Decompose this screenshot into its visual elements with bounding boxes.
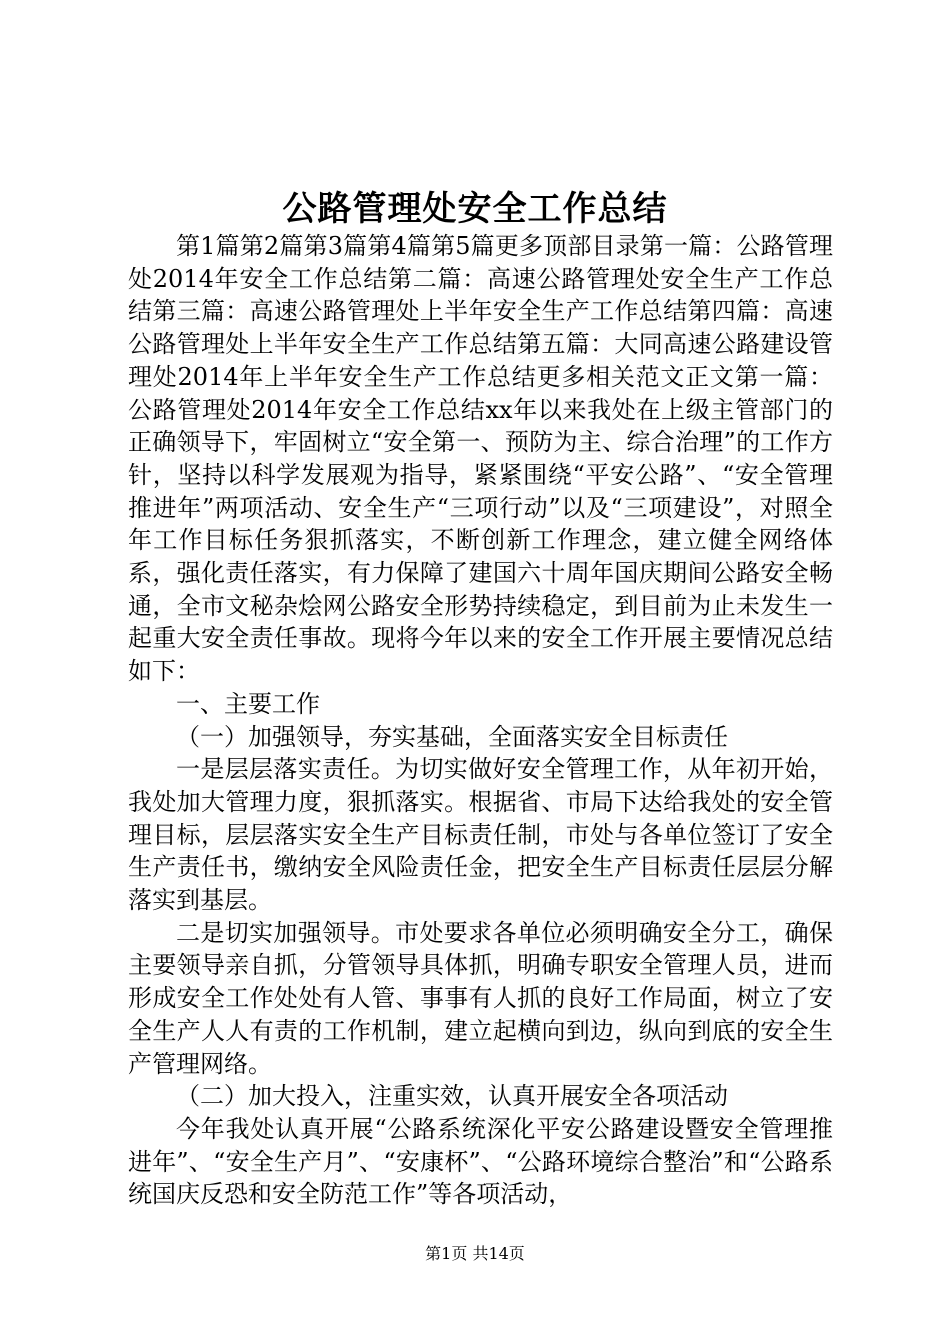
paragraph-leadership: 二是切实加强领导。市处要求各单位必须明确安全分工，确保主要领导亲自抓，分管领导具体抓，明确专职安全管理人员，进而形成安全工作处处有人管、事事有人抓的良好工作局面，树立了安全生产人人有责的工作机制，建立起横向到边，纵向到底的安全生产管理网络。 [128, 918, 833, 1078]
document-title: 公路管理处安全工作总结 [282, 189, 668, 229]
page-number-footer: 第1页 共14页 [425, 1244, 525, 1263]
document-body [128, 230, 833, 1211]
paragraph-responsibility: 一是层层落实责任。为切实做好安全管理工作，从年初开始，我处加大管理力度，狠抓落实。根据省、市局下达给我处的安全管理目标，层层落实安全生产目标责任制，市处与各单位签订了安全生产责任书，缴纳安全风险责任金，把安全生产目标责任层层分解落实到基层。 [128, 755, 833, 915]
paragraph-activities: 今年我处认真开展“公路系统深化平安公路建设暨安全管理推进年”、“安全生产月”、“安康杯”、“公路环境综合整治”和“公路系统国庆反恐和安全防范工作”等各项活动， [128, 1114, 833, 1209]
subsection-heading-1: （一）加强领导，夯实基础，全面落实安全目标责任 [176, 722, 728, 751]
paragraph-intro: 第1篇第2篇第3篇第4篇第5篇更多顶部目录第一篇：公路管理处2014年安全工作总结第二篇：高速公路管理处安全生产工作总结第三篇：高速公路管理处上半年安全生产工作总结第四篇：高速公路管理处上半年安全生产工作总结第五篇：大同高速公路建设管理处2014年上半年安全生产工作总结更多相关范文正文第一篇：公路管理处2014年安全工作总结xx年以来我处在上级主管部门的正确领导下，牢固树立“安全第一、预防为主、综合治理”的工作方针，坚持以科学发展观为指导，紧紧围绕“平安公路”、“安全管理推进年”两项活动、安全生产“三项行动”以及“三项建设”，对照全年工作目标任务狠抓落实，不断创新工作理念，建立健全网络体系，强化责任落实，有力保障了建国六十周年国庆期间公路安全畅通，全市文秘杂烩网公路安全形势持续稳定，到目前为止未发生一起重大安全责任事故。现将今年以来的安全工作开展主要情况总结如下： [128, 232, 833, 686]
subsection-heading-2: （二）加大投入，注重实效，认真开展安全各项活动 [176, 1082, 728, 1111]
section-heading-main-work: 一、主要工作 [176, 689, 320, 718]
